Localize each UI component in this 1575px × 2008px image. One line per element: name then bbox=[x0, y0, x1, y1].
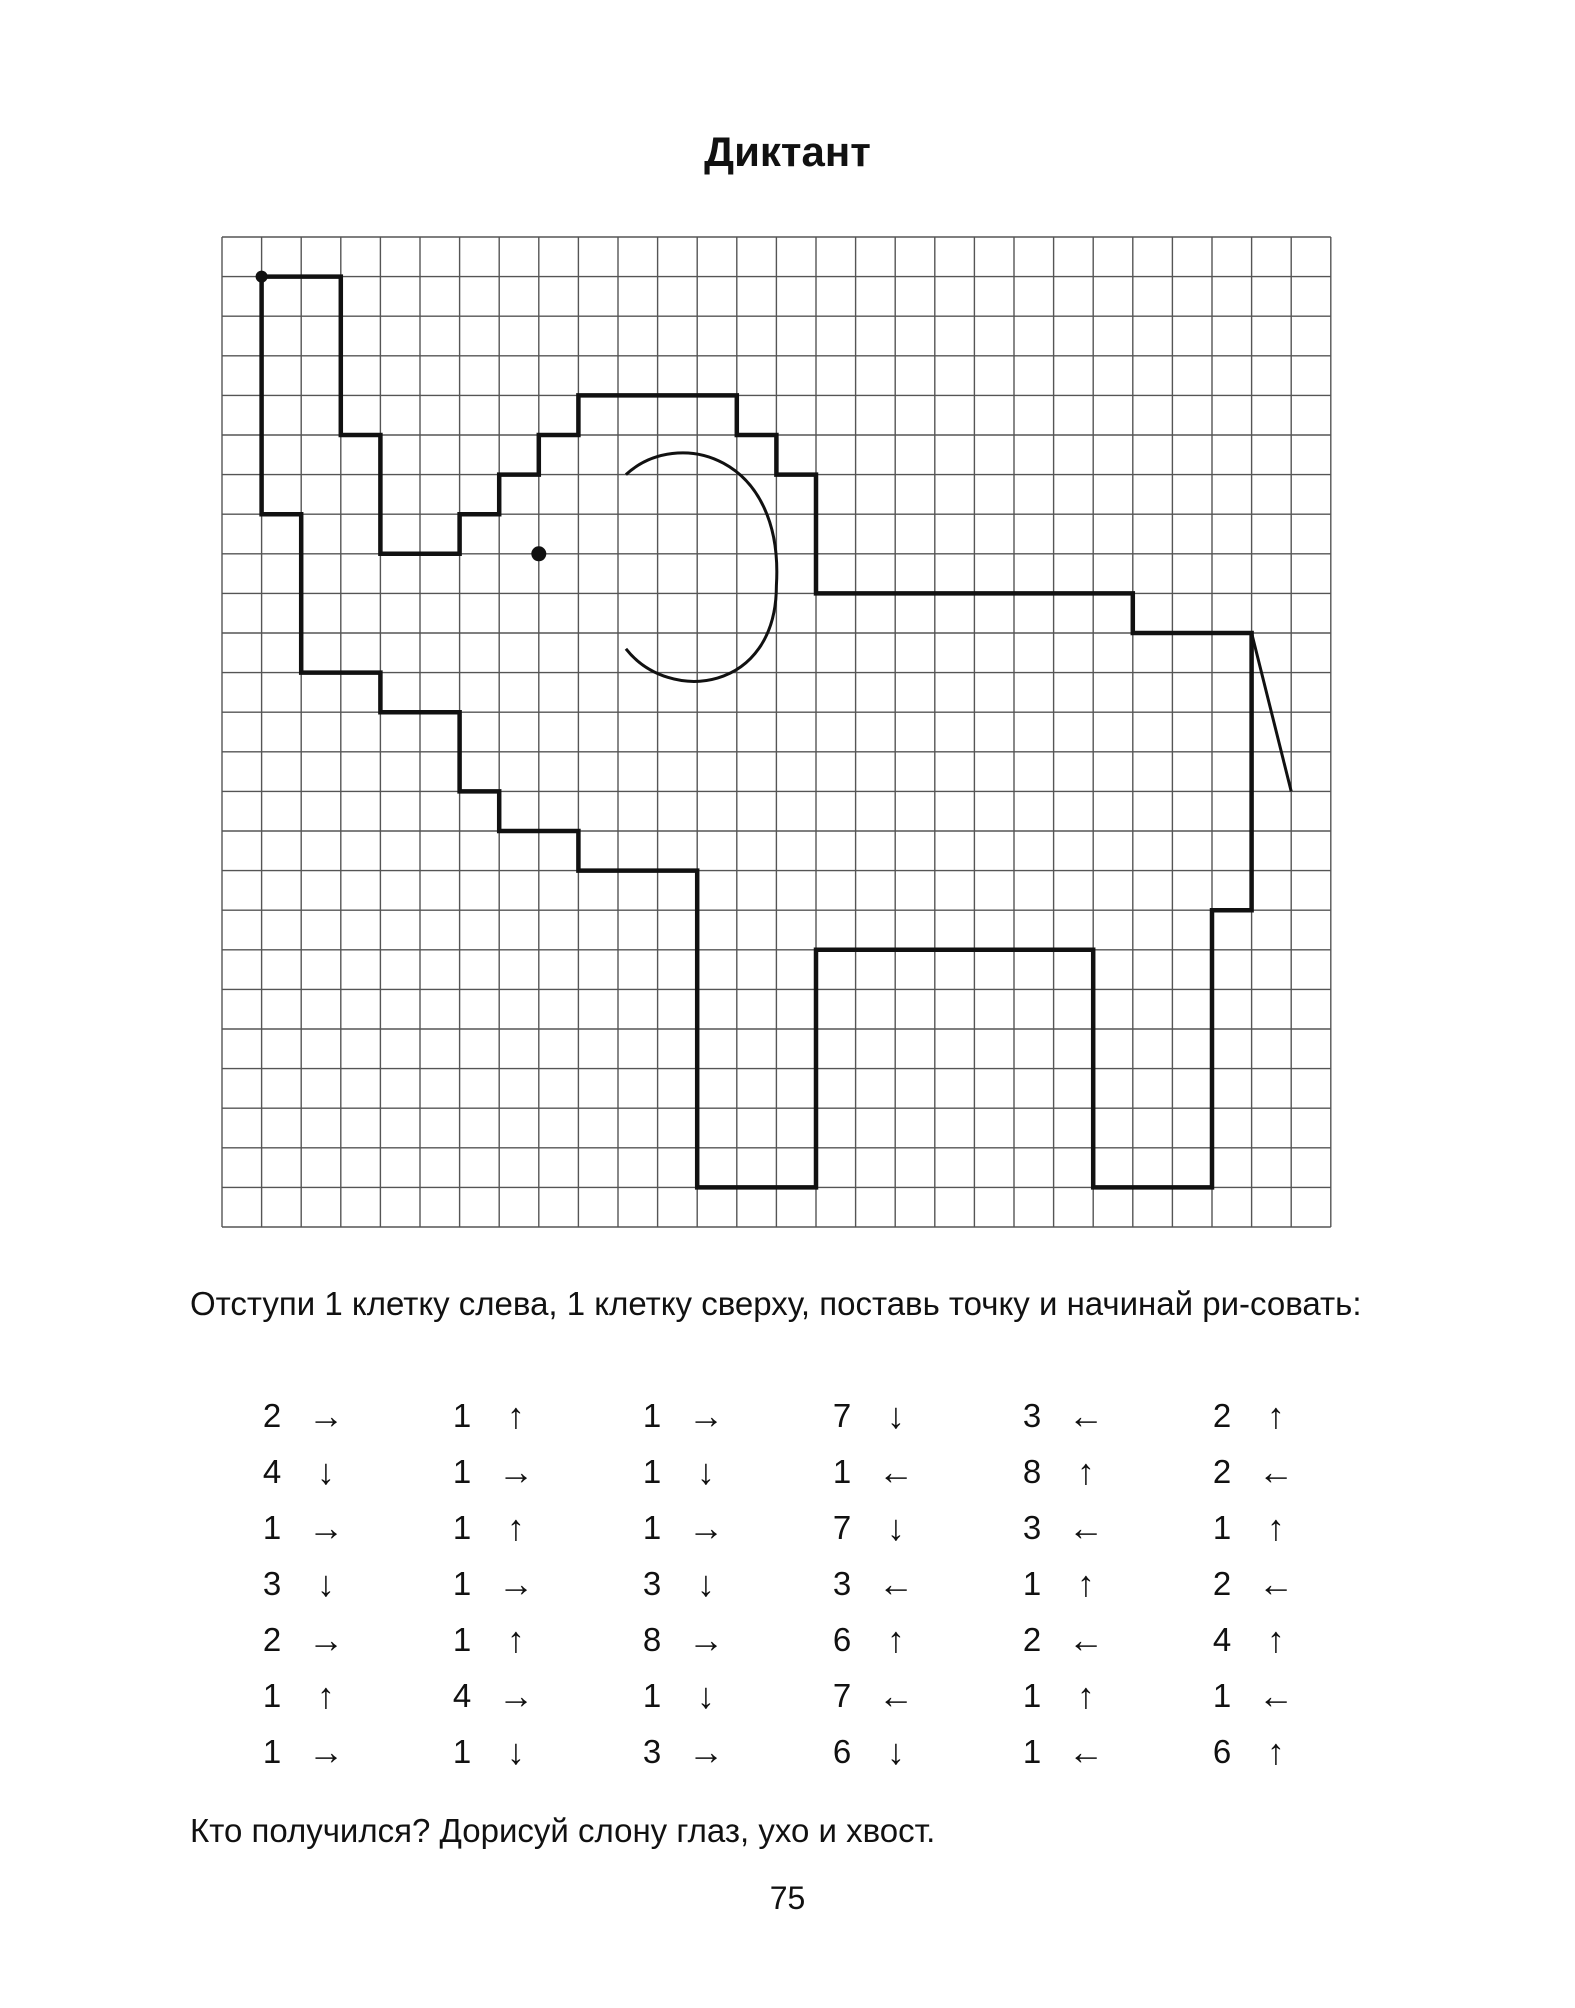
step-direction-arrow: ↓ bbox=[697, 1675, 715, 1716]
dictation-step bbox=[818, 1668, 958, 1724]
step-count: 1 bbox=[1212, 1677, 1232, 1714]
dictation-step bbox=[818, 1556, 958, 1612]
step-count: 2 bbox=[1212, 1565, 1232, 1602]
dictation-step bbox=[248, 1556, 388, 1612]
step-direction-arrow: ↓ bbox=[887, 1395, 905, 1436]
step-count: 1 bbox=[262, 1733, 282, 1770]
dictation-column bbox=[248, 1388, 388, 1780]
dictation-step bbox=[818, 1444, 958, 1500]
step-count: 7 bbox=[832, 1397, 852, 1434]
step-count: 1 bbox=[262, 1677, 282, 1714]
dictation-step bbox=[248, 1724, 388, 1780]
step-count: 1 bbox=[452, 1733, 472, 1770]
step-count: 3 bbox=[642, 1733, 662, 1770]
step-direction-arrow: ↑ bbox=[507, 1395, 525, 1436]
dictation-step bbox=[1198, 1556, 1338, 1612]
step-direction-arrow: ↑ bbox=[887, 1619, 905, 1660]
step-count: 3 bbox=[262, 1565, 282, 1602]
grid-lines bbox=[222, 237, 1331, 1227]
step-direction-arrow: → bbox=[498, 1451, 534, 1492]
step-count: 1 bbox=[642, 1397, 662, 1434]
step-count: 4 bbox=[452, 1677, 472, 1714]
step-count: 1 bbox=[452, 1509, 472, 1546]
dictation-step bbox=[628, 1388, 768, 1444]
dictation-step bbox=[438, 1668, 578, 1724]
dictation-column bbox=[1008, 1388, 1148, 1780]
step-direction-arrow: ↑ bbox=[1267, 1619, 1285, 1660]
dictation-step bbox=[1008, 1556, 1148, 1612]
question-text: Кто получился? Дорисуй слону глаз, ухо и хвост. bbox=[190, 1812, 936, 1849]
step-direction-arrow: ↑ bbox=[1077, 1675, 1095, 1716]
step-direction-arrow: → bbox=[688, 1619, 724, 1660]
step-direction-arrow: ↓ bbox=[317, 1451, 335, 1492]
dictation-step bbox=[438, 1388, 578, 1444]
page-title: Диктант bbox=[704, 128, 871, 175]
start-dot bbox=[256, 271, 268, 283]
step-count: 3 bbox=[1022, 1397, 1042, 1434]
dictation-step bbox=[438, 1500, 578, 1556]
step-count: 1 bbox=[262, 1509, 282, 1546]
dictation-step bbox=[628, 1556, 768, 1612]
step-direction-arrow: ← bbox=[1258, 1675, 1294, 1716]
dictation-step bbox=[438, 1556, 578, 1612]
dictation-step bbox=[818, 1724, 958, 1780]
dictation-step bbox=[248, 1388, 388, 1444]
step-count: 3 bbox=[832, 1565, 852, 1602]
step-count: 1 bbox=[642, 1453, 662, 1490]
dictation-step bbox=[1198, 1612, 1338, 1668]
page-number: 75 bbox=[769, 1880, 806, 1916]
step-direction-arrow: ↑ bbox=[317, 1675, 335, 1716]
step-count: 6 bbox=[1212, 1733, 1232, 1770]
dictation-step bbox=[1008, 1724, 1148, 1780]
elephant-eye bbox=[531, 546, 546, 561]
step-count: 2 bbox=[1212, 1453, 1232, 1490]
step-count: 1 bbox=[1022, 1565, 1042, 1602]
step-direction-arrow: → bbox=[688, 1507, 724, 1548]
step-count: 7 bbox=[832, 1509, 852, 1546]
dictation-column bbox=[1198, 1388, 1338, 1780]
dictation-step bbox=[818, 1500, 958, 1556]
step-direction-arrow: ↓ bbox=[887, 1507, 905, 1548]
step-direction-arrow: → bbox=[688, 1395, 724, 1436]
step-direction-arrow: ↑ bbox=[507, 1619, 525, 1660]
dictation-step bbox=[438, 1724, 578, 1780]
step-count: 1 bbox=[1212, 1509, 1232, 1546]
step-direction-arrow: ← bbox=[1068, 1507, 1104, 1548]
dictation-step bbox=[438, 1612, 578, 1668]
step-count: 2 bbox=[1022, 1621, 1042, 1658]
step-direction-arrow: ← bbox=[1068, 1395, 1104, 1436]
step-count: 2 bbox=[1212, 1397, 1232, 1434]
dictation-step bbox=[628, 1444, 768, 1500]
dictation-step bbox=[248, 1668, 388, 1724]
step-count: 6 bbox=[832, 1733, 852, 1770]
step-count: 1 bbox=[452, 1397, 472, 1434]
step-count: 4 bbox=[262, 1453, 282, 1490]
dictation-step bbox=[628, 1724, 768, 1780]
dictation-step bbox=[1198, 1668, 1338, 1724]
step-direction-arrow: ↓ bbox=[887, 1731, 905, 1772]
step-direction-arrow: ↓ bbox=[697, 1563, 715, 1604]
step-count: 1 bbox=[1022, 1733, 1042, 1770]
step-direction-arrow: → bbox=[498, 1563, 534, 1604]
step-direction-arrow: → bbox=[498, 1675, 534, 1716]
dictation-column bbox=[818, 1388, 958, 1780]
step-count: 1 bbox=[1022, 1677, 1042, 1714]
step-direction-arrow: → bbox=[308, 1731, 344, 1772]
step-direction-arrow: ← bbox=[1258, 1563, 1294, 1604]
elephant-ear bbox=[626, 453, 777, 681]
dictation-step bbox=[1198, 1724, 1338, 1780]
step-count: 1 bbox=[642, 1509, 662, 1546]
step-count: 1 bbox=[452, 1621, 472, 1658]
step-count: 1 bbox=[452, 1565, 472, 1602]
dictation-step bbox=[248, 1500, 388, 1556]
dictation-step bbox=[1008, 1612, 1148, 1668]
elephant-drawing bbox=[256, 271, 1292, 1188]
step-direction-arrow: ← bbox=[1258, 1451, 1294, 1492]
step-direction-arrow: ← bbox=[1068, 1619, 1104, 1660]
step-count: 3 bbox=[1022, 1509, 1042, 1546]
dictation-step bbox=[628, 1668, 768, 1724]
dictation-step bbox=[1008, 1668, 1148, 1724]
dictation-step bbox=[1198, 1500, 1338, 1556]
step-direction-arrow: ↑ bbox=[1267, 1731, 1285, 1772]
dictation-column bbox=[438, 1388, 578, 1780]
step-direction-arrow: ↓ bbox=[507, 1731, 525, 1772]
dictation-step bbox=[1008, 1500, 1148, 1556]
step-count: 7 bbox=[832, 1677, 852, 1714]
step-count: 6 bbox=[832, 1621, 852, 1658]
step-count: 1 bbox=[452, 1453, 472, 1490]
dictation-step bbox=[1008, 1444, 1148, 1500]
step-count: 8 bbox=[1022, 1453, 1042, 1490]
dictation-step bbox=[818, 1388, 958, 1444]
dictation-step bbox=[248, 1444, 388, 1500]
step-direction-arrow: ← bbox=[878, 1451, 914, 1492]
step-count: 1 bbox=[642, 1677, 662, 1714]
step-count: 2 bbox=[262, 1397, 282, 1434]
step-direction-arrow: ↑ bbox=[1267, 1395, 1285, 1436]
step-direction-arrow: → bbox=[688, 1731, 724, 1772]
step-count: 3 bbox=[642, 1565, 662, 1602]
step-direction-arrow: ↑ bbox=[1077, 1451, 1095, 1492]
dictation-step bbox=[628, 1612, 768, 1668]
dictation-step bbox=[1198, 1444, 1338, 1500]
step-direction-arrow: → bbox=[308, 1395, 344, 1436]
step-direction-arrow: ← bbox=[878, 1563, 914, 1604]
instruction-text: Отступи 1 клетку слева, 1 клетку сверху, поставь точку и начинай ри-совать: bbox=[190, 1285, 1362, 1322]
step-direction-arrow: ↓ bbox=[317, 1563, 335, 1604]
dictation-step bbox=[1008, 1388, 1148, 1444]
dictation-step bbox=[628, 1500, 768, 1556]
step-direction-arrow: ↑ bbox=[507, 1507, 525, 1548]
dictation-step bbox=[1198, 1388, 1338, 1444]
dictation-step bbox=[248, 1612, 388, 1668]
step-direction-arrow: ↑ bbox=[1077, 1563, 1095, 1604]
step-direction-arrow: ↑ bbox=[1267, 1507, 1285, 1548]
step-direction-arrow: → bbox=[308, 1507, 344, 1548]
dictation-column bbox=[628, 1388, 768, 1780]
dictation-step bbox=[818, 1612, 958, 1668]
elephant-outline bbox=[262, 277, 1252, 1188]
dictation-step bbox=[438, 1444, 578, 1500]
step-direction-arrow: ↓ bbox=[697, 1451, 715, 1492]
step-count: 8 bbox=[642, 1621, 662, 1658]
step-count: 2 bbox=[262, 1621, 282, 1658]
step-direction-arrow: ← bbox=[1068, 1731, 1104, 1772]
step-direction-arrow: → bbox=[308, 1619, 344, 1660]
step-count: 1 bbox=[832, 1453, 852, 1490]
step-count: 4 bbox=[1212, 1621, 1232, 1658]
step-direction-arrow: ← bbox=[878, 1675, 914, 1716]
